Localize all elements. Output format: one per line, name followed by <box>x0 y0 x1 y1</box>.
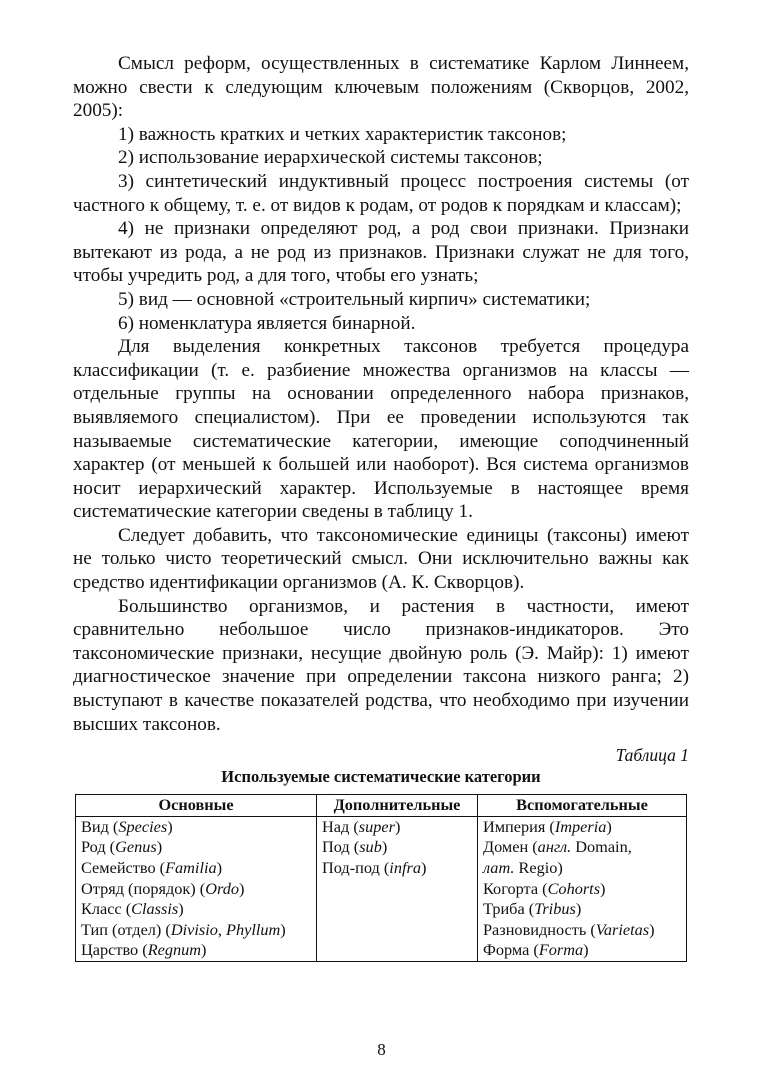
list-item-6: 6) номенклатура является бинарной. <box>118 312 416 334</box>
table-cell-line: Домен (англ. Domain, <box>483 837 632 857</box>
column-main-cell <box>76 816 317 961</box>
column-additional-cell <box>317 816 478 961</box>
table-cell-line: Разновидность (Varietas) <box>483 919 655 939</box>
table-cell-line: Империя (Imperia) <box>483 816 612 836</box>
header-auxiliary: Вспомогательные <box>478 795 687 817</box>
page-number: 8 <box>377 1040 386 1059</box>
list-item-2: 2) использование иерархической системы таксонов; <box>118 147 543 169</box>
list-item-4: 4) не признаки определяют род, а род свои признаки. Признаки вытекают из рода, а не род из признаков. Признаки служат не для того, чтобы учредить род, а для того, чтобы его узнать; <box>73 218 689 287</box>
table-cell-line: Отряд (порядок) (Ordo) <box>81 878 245 898</box>
table-cell-line: лат. Regio) <box>483 858 563 877</box>
column-auxiliary-cell <box>478 816 687 961</box>
paragraph-intro: Смысл реформ, осуществленных в систематике Карлом Линнеем, можно свести к следующим ключевым положениям (Скворцов, 2002, 2005): <box>73 53 689 122</box>
table-caption: Таблица 1 <box>615 745 689 766</box>
table-cell-line: Тип (отдел) (Divisio, Phyllum) <box>81 919 286 939</box>
table-cell-line: Под-под (infra) <box>322 858 427 877</box>
list-item-5: 5) вид — основной «строительный кирпич» систематики; <box>118 288 591 310</box>
table-cell-line: Вид (Species) <box>81 816 173 836</box>
table-cell-line: Семейство (Familia) <box>81 858 223 877</box>
table-cell-line: Под (sub) <box>322 837 388 857</box>
table-cell-line: Класс (Classis) <box>81 899 184 919</box>
table-cell-line: Царство (Regnum) <box>81 940 207 960</box>
table-cell-line: Форма (Forma) <box>483 940 589 960</box>
table-cell-line: Род (Genus) <box>81 837 163 857</box>
paragraph-indicators: Большинство организмов, и растения в частности, имеют сравнительно небольшое число признаков-индикаторов. Это таксономические признаки, несущие двойную роль (Э. Майр): 1) имеют диагностическое значение при определении таксона низкого ранга; 2) выступают в качестве показателей родства, что необходимо при изучении высших таксонов. <box>73 595 689 735</box>
header-additional: Дополнительные <box>317 795 478 817</box>
list-item-1: 1) важность кратких и четких характеристик таксонов; <box>118 123 567 145</box>
header-main: Основные <box>76 795 317 817</box>
table-cell-line: Над (super) <box>322 816 401 836</box>
paragraph-classification: Для выделения конкретных таксонов требуется процедура классификации (т. е. разбиение множества организмов на классы — отдельные группы на основании определенного набора признаков, выявляемого специалистом). При ее проведении используются так называемые систематические категории, имеющие соподчиненный характер (от меньшей к большей или наоборот). Вся система организмов носит иерархический характер. Используемые в настоящее время систематические категории сведены в таблицу 1. <box>73 336 689 523</box>
table-title: Используемые систематические категории <box>221 767 541 787</box>
paragraph-taxonomic-units: Следует добавить, что таксономические единицы (таксоны) имеют не только чисто теоретический смысл. Они исключительно важны как средство идентификации организмов (А. К. Скворцов). <box>73 524 689 594</box>
list-item-3: 3) синтетический индуктивный процесс построения системы (от частного к общему, т. е. от видов к родам, от родов к порядкам и классам); <box>73 170 689 216</box>
table-cell-line: Триба (Tribus) <box>483 899 582 919</box>
page-body <box>73 52 689 962</box>
categories-table <box>75 794 687 962</box>
table-cell-line: Когорта (Cohorts) <box>483 878 606 898</box>
